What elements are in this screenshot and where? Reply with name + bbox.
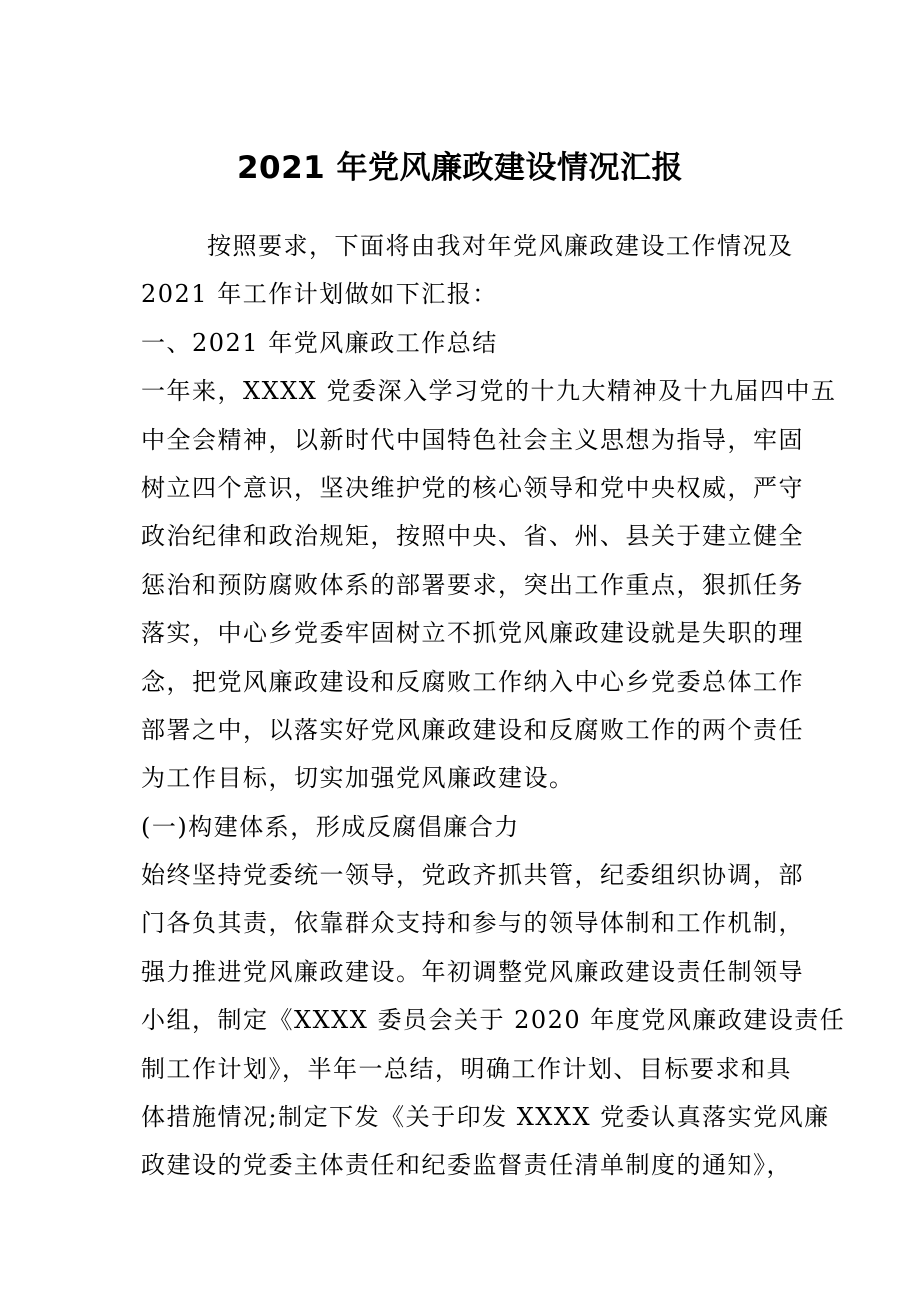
- paragraph-line: 树立四个意识，坚决维护党的核心领导和党中央权威，严守: [141, 473, 804, 502]
- paragraph-line: 部署之中，以落实好党风廉政建设和反腐败工作的两个责任: [141, 715, 804, 744]
- paragraph-line: 一年来，XXXX 党委深入学习党的十九大精神及十九届四中五: [141, 377, 837, 406]
- subsection-heading: (一)构建体系，形成反腐倡廉合力: [141, 812, 520, 841]
- paragraph-line: 按照要求，下面将由我对年党风廉政建设工作情况及: [207, 232, 794, 260]
- paragraph-line: 小组，制定《XXXX 委员会关于 2020 年度党风廉政建设责任: [141, 1006, 846, 1035]
- document-title: 2021 年党风廉政建设情况汇报: [236, 150, 684, 186]
- paragraph-line: 惩治和预防腐败体系的部署要求，突出工作重点，狠抓任务: [141, 570, 804, 599]
- paragraph-line: 政建设的党委主体责任和纪委监督责任清单制度的通知》，: [141, 1151, 792, 1180]
- paragraph-line: 为工作目标，切实加强党风廉政建设。: [141, 764, 575, 793]
- paragraph-line: 制工作计划》，半年一总结，明确工作计划、目标要求和具: [141, 1054, 792, 1083]
- section-heading: 一、2021 年党风廉政工作总结: [141, 328, 498, 357]
- paragraph-line: 体措施情况;制定下发《关于印发 XXXX 党委认真落实党风廉: [141, 1103, 830, 1132]
- paragraph-line: 落实，中心乡党委牢固树立不抓党风廉政建设就是失职的理: [141, 619, 804, 648]
- paragraph-line: 门各负其责，依靠群众支持和参与的领导体制和工作机制，: [141, 909, 804, 938]
- paragraph-line: 强力推进党风廉政建设。年初调整党风廉政建设责任制领导: [141, 957, 804, 986]
- document-body: [141, 222, 846, 1190]
- paragraph-line: 始终坚持党委统一领导，党政齐抓共管，纪委组织协调，部: [141, 861, 804, 890]
- paragraph-line: 2021 年工作计划做如下汇报：: [141, 280, 498, 309]
- paragraph-line: 中全会精神，以新时代中国特色社会主义思想为指导，牢固: [141, 425, 804, 454]
- paragraph-line: 念，把党风廉政建设和反腐败工作纳入中心乡党委总体工作: [141, 667, 804, 696]
- paragraph-line: 政治纪律和政治规矩，按照中央、省、州、县关于建立健全: [141, 522, 804, 551]
